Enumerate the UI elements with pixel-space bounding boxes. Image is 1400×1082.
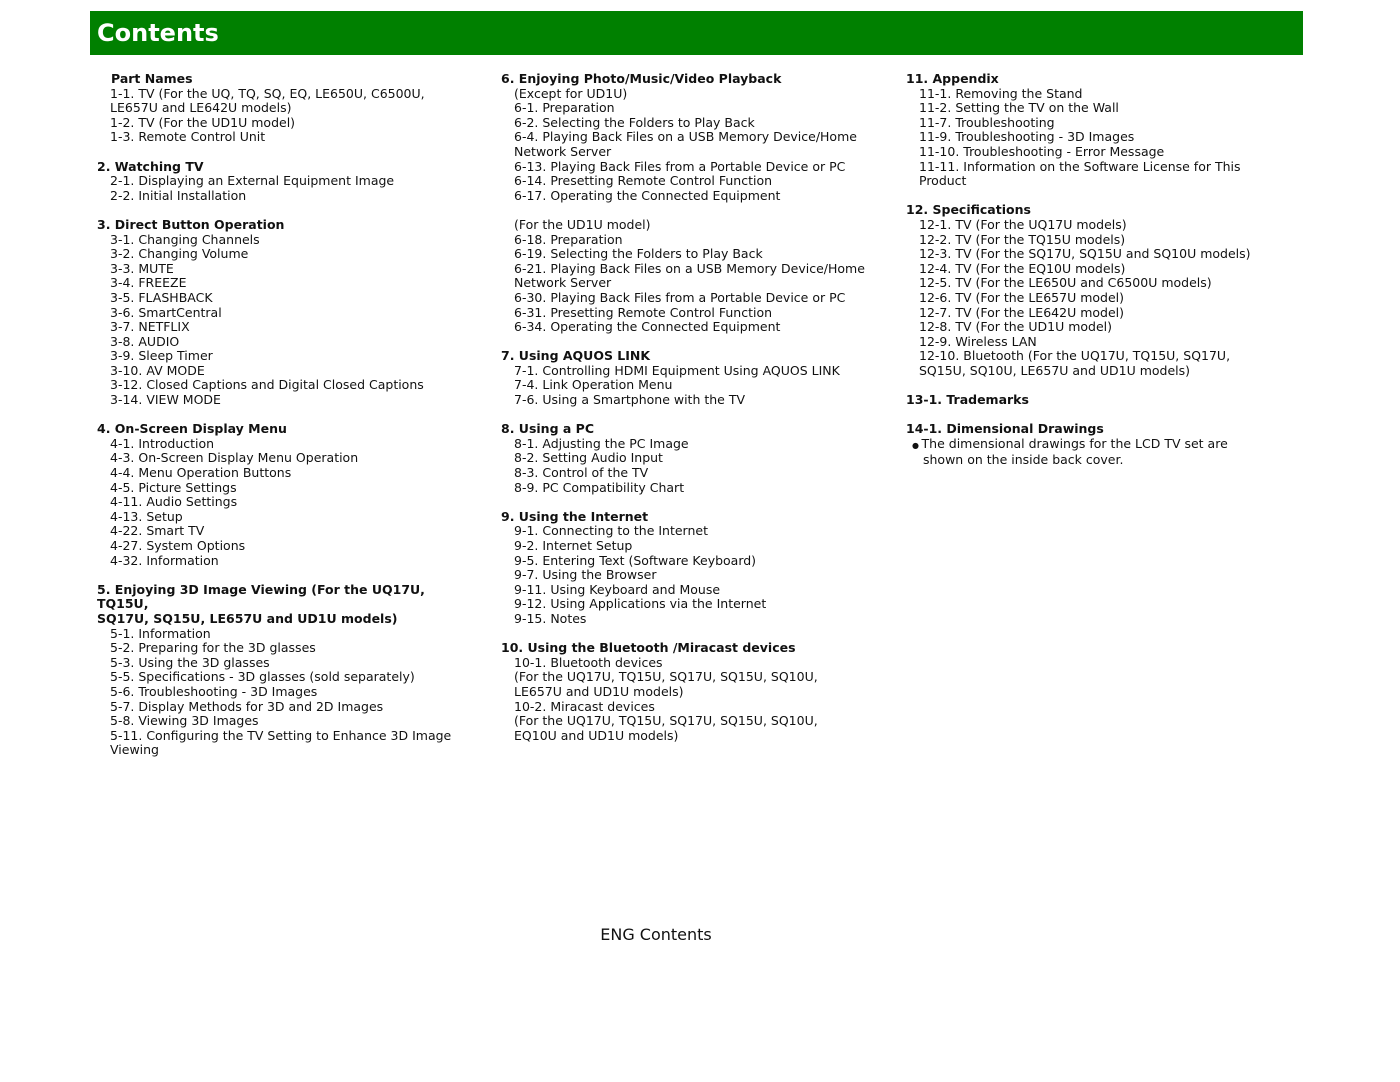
toc-item[interactable]: 3-8. AUDIO: [110, 333, 180, 349]
toc-item[interactable]: (For the UQ17U, TQ15U, SQ17U, SQ15U, SQ10U,: [514, 669, 818, 685]
toc-item[interactable]: 6-4. Playing Back Files on a USB Memory Device/Home: [514, 129, 857, 145]
section-title[interactable]: 5. Enjoying 3D Image Viewing (For the UQ17U, TQ15U,: [97, 581, 425, 612]
toc-section: [906, 72, 1266, 189]
page-title: Contents: [97, 19, 219, 47]
toc-section: [501, 349, 876, 407]
toc-section: [906, 393, 1266, 408]
toc-item[interactable]: 5-8. Viewing 3D Images: [110, 713, 259, 729]
toc-section: [501, 422, 876, 495]
section-title[interactable]: 14-1. Dimensional Drawings: [906, 421, 1104, 437]
toc-item[interactable]: 9-11. Using Keyboard and Mouse: [514, 581, 721, 597]
contents-header-bar: [90, 11, 1303, 55]
toc-item[interactable]: 12-4. TV (For the EQ10U models): [919, 260, 1126, 276]
toc-section: [97, 160, 472, 204]
toc-column-3: [906, 72, 1266, 483]
toc-item[interactable]: 12-6. TV (For the LE657U model): [919, 289, 1124, 305]
toc-item[interactable]: 12-9. Wireless LAN: [919, 333, 1037, 349]
toc-section: [97, 218, 472, 408]
toc-item[interactable]: 11-10. Troubleshooting - Error Message: [919, 143, 1165, 159]
toc-item[interactable]: 1-1. TV (For the UQ, TQ, SQ, EQ, LE650U, C6500U,: [110, 85, 425, 101]
spacer: [501, 203, 876, 218]
toc-item[interactable]: EQ10U and UD1U models): [514, 727, 679, 743]
toc-item[interactable]: 6-2. Selecting the Folders to Play Back: [514, 114, 755, 130]
toc-item[interactable]: 4-32. Information: [110, 552, 219, 568]
toc-item[interactable]: 9-15. Notes: [514, 610, 587, 626]
toc-item[interactable]: 11-2. Setting the TV on the Wall: [919, 100, 1119, 116]
toc-item[interactable]: 3-10. AV MODE: [110, 362, 205, 378]
toc-item[interactable]: SQ15U, SQ10U, LE657U and UD1U models): [919, 362, 1191, 378]
section-title-continued[interactable]: SQ17U, SQ15U, LE657U and UD1U models): [97, 610, 398, 626]
toc-item[interactable]: (For the UQ17U, TQ15U, SQ17U, SQ15U, SQ10U,: [514, 713, 818, 729]
toc-item[interactable]: 3-7. NETFLIX: [110, 319, 190, 335]
toc-item[interactable]: 4-13. Setup: [110, 508, 183, 524]
toc-section: [501, 510, 876, 627]
toc-item[interactable]: 3-2. Changing Volume: [110, 246, 249, 262]
toc-item[interactable]: 3-12. Closed Captions and Digital Closed Captions: [110, 377, 424, 393]
toc-item[interactable]: 3-9. Sleep Timer: [110, 348, 213, 364]
toc-item[interactable]: 9-12. Using Applications via the Internet: [514, 596, 767, 612]
toc-item[interactable]: Viewing: [110, 742, 159, 758]
toc-item[interactable]: 5-1. Information: [110, 625, 211, 641]
toc-item[interactable]: 11-1. Removing the Stand: [919, 85, 1083, 101]
toc-item[interactable]: 12-1. TV (For the UQ17U models): [919, 216, 1127, 232]
toc-item[interactable]: LE657U and UD1U models): [514, 683, 684, 699]
section-title[interactable]: 7. Using AQUOS LINK: [501, 348, 651, 364]
toc-item[interactable]: 3-3. MUTE: [110, 260, 174, 276]
toc-item[interactable]: 9-7. Using the Browser: [514, 567, 657, 583]
toc-item[interactable]: 4-4. Menu Operation Buttons: [110, 465, 292, 481]
toc-section: [97, 72, 472, 145]
toc-item[interactable]: 8-9. PC Compatibility Chart: [514, 479, 685, 495]
toc-item[interactable]: 12-7. TV (For the LE642U model): [919, 304, 1124, 320]
section-title[interactable]: 9. Using the Internet: [501, 508, 649, 524]
toc-item[interactable]: Product: [919, 173, 967, 189]
toc-section: [501, 641, 876, 743]
toc-item[interactable]: 5-2. Preparing for the 3D glasses: [110, 640, 316, 656]
toc-item[interactable]: 6-19. Selecting the Folders to Play Back: [514, 246, 763, 262]
toc-item[interactable]: 6-14. Presetting Remote Control Function: [514, 173, 773, 189]
toc-section: [501, 72, 876, 335]
toc-item[interactable]: 4-5. Picture Settings: [110, 479, 237, 495]
toc-item[interactable]: 6-34. Operating the Connected Equipment: [514, 319, 781, 335]
section-title[interactable]: 2. Watching TV: [97, 158, 204, 174]
toc-item[interactable]: 11-11. Information on the Software License for This: [919, 158, 1241, 174]
toc-item[interactable]: 6-18. Preparation: [514, 231, 623, 247]
toc-item[interactable]: 2-1. Displaying an External Equipment Image: [110, 173, 395, 189]
toc-item[interactable]: 6-13. Playing Back Files from a Portable Device or PC: [514, 158, 846, 174]
toc-item[interactable]: 3-4. FREEZE: [110, 275, 187, 291]
toc-item[interactable]: 2-2. Initial Installation: [110, 187, 247, 203]
toc-item[interactable]: 11-9. Troubleshooting - 3D Images: [919, 129, 1135, 145]
section-title[interactable]: 13-1. Trademarks: [906, 392, 1029, 408]
toc-item[interactable]: 7-6. Using a Smartphone with the TV: [514, 392, 746, 408]
toc-item[interactable]: 4-27. System Options: [110, 538, 246, 553]
bullet-icon: ●: [912, 440, 922, 450]
section-title[interactable]: 10. Using the Bluetooth /Miracast devices: [501, 640, 796, 656]
toc-item[interactable]: 7-4. Link Operation Menu: [514, 377, 673, 393]
toc-item[interactable]: LE657U and LE642U models): [110, 100, 292, 116]
toc-item[interactable]: 5-6. Troubleshooting - 3D Images: [110, 683, 318, 699]
bullet-text: The dimensional drawings for the LCD TV set are shown on the inside back cover.: [921, 435, 1228, 468]
toc-item[interactable]: 6-17. Operating the Connected Equipment: [514, 187, 781, 203]
toc-item[interactable]: 9-5. Entering Text (Software Keyboard): [514, 552, 757, 568]
toc-item[interactable]: 8-2. Setting Audio Input: [514, 450, 663, 466]
toc-item[interactable]: 12-5. TV (For the LE650U and C6500U models): [919, 275, 1212, 291]
toc-item[interactable]: 6-1. Preparation: [514, 100, 615, 116]
section-title[interactable]: 11. Appendix: [906, 71, 999, 86]
toc-section: [97, 583, 472, 758]
toc-item[interactable]: (Except for UD1U): [514, 85, 628, 101]
section-title[interactable]: 3. Direct Button Operation: [97, 216, 285, 232]
toc-item[interactable]: 7-1. Controlling HDMI Equipment Using AQUOS LINK: [514, 362, 840, 378]
toc-item[interactable]: Network Server: [514, 143, 612, 159]
toc-item[interactable]: 3-14. VIEW MODE: [110, 392, 221, 408]
toc-item[interactable]: 3-1. Changing Channels: [110, 231, 260, 247]
toc-item[interactable]: 10-2. Miracast devices: [514, 698, 655, 714]
toc-item[interactable]: 4-11. Audio Settings: [110, 494, 238, 510]
toc-item[interactable]: 5-3. Using the 3D glasses: [110, 654, 270, 670]
toc-item[interactable]: 5-5. Specifications - 3D glasses (sold separately): [110, 669, 415, 685]
toc-item[interactable]: 12-2. TV (For the TQ15U models): [919, 231, 1126, 247]
toc-item[interactable]: 11-7. Troubleshooting: [919, 114, 1055, 130]
toc-item[interactable]: 1-2. TV (For the UD1U model): [110, 114, 296, 130]
toc-item[interactable]: 9-2. Internet Setup: [514, 538, 633, 553]
bullet-note: [906, 437, 1266, 468]
toc-item[interactable]: 6-30. Playing Back Files from a Portable Device or PC: [514, 289, 846, 305]
toc-item[interactable]: 8-1. Adjusting the PC Image: [514, 435, 689, 451]
toc-section: [906, 422, 1266, 468]
toc-column-2: [501, 72, 876, 758]
toc-item[interactable]: 4-1. Introduction: [110, 435, 215, 451]
toc-item[interactable]: 12-3. TV (For the SQ17U, SQ15U and SQ10U models): [919, 246, 1251, 262]
toc-item[interactable]: 12-8. TV (For the UD1U model): [919, 319, 1112, 335]
toc-item[interactable]: 6-21. Playing Back Files on a USB Memory Device/Home: [514, 260, 865, 276]
section-title[interactable]: 4. On-Screen Display Menu: [97, 421, 287, 437]
toc-item[interactable]: 5-7. Display Methods for 3D and 2D Images: [110, 698, 384, 714]
section-title[interactable]: 6. Enjoying Photo/Music/Video Playback: [501, 71, 782, 86]
section-title[interactable]: 12. Specifications: [906, 202, 1031, 218]
toc-column-1: [97, 72, 472, 773]
toc-item[interactable]: (For the UD1U model): [514, 216, 651, 232]
toc-item[interactable]: 4-3. On-Screen Display Menu Operation: [110, 450, 359, 466]
toc-item[interactable]: 12-10. Bluetooth (For the UQ17U, TQ15U, SQ17U,: [919, 348, 1231, 364]
toc-section: [97, 422, 472, 568]
toc-item[interactable]: 9-1. Connecting to the Internet: [514, 523, 708, 539]
page-footer: ENG Contents: [600, 925, 712, 944]
toc-item[interactable]: 4-22. Smart TV: [110, 523, 205, 539]
toc-section: [906, 203, 1266, 378]
toc-item[interactable]: 3-6. SmartCentral: [110, 304, 222, 320]
toc-item[interactable]: 1-3. Remote Control Unit: [110, 129, 266, 145]
toc-item[interactable]: 6-31. Presetting Remote Control Function: [514, 304, 773, 320]
section-title[interactable]: Part Names: [111, 71, 193, 86]
section-title[interactable]: 8. Using a PC: [501, 421, 594, 437]
toc-item[interactable]: 3-5. FLASHBACK: [110, 289, 213, 305]
toc-item[interactable]: 8-3. Control of the TV: [514, 465, 649, 481]
toc-item[interactable]: 10-1. Bluetooth devices: [514, 654, 663, 670]
toc-item[interactable]: Network Server: [514, 275, 612, 291]
toc-item[interactable]: 5-11. Configuring the TV Setting to Enhance 3D Image: [110, 727, 452, 743]
